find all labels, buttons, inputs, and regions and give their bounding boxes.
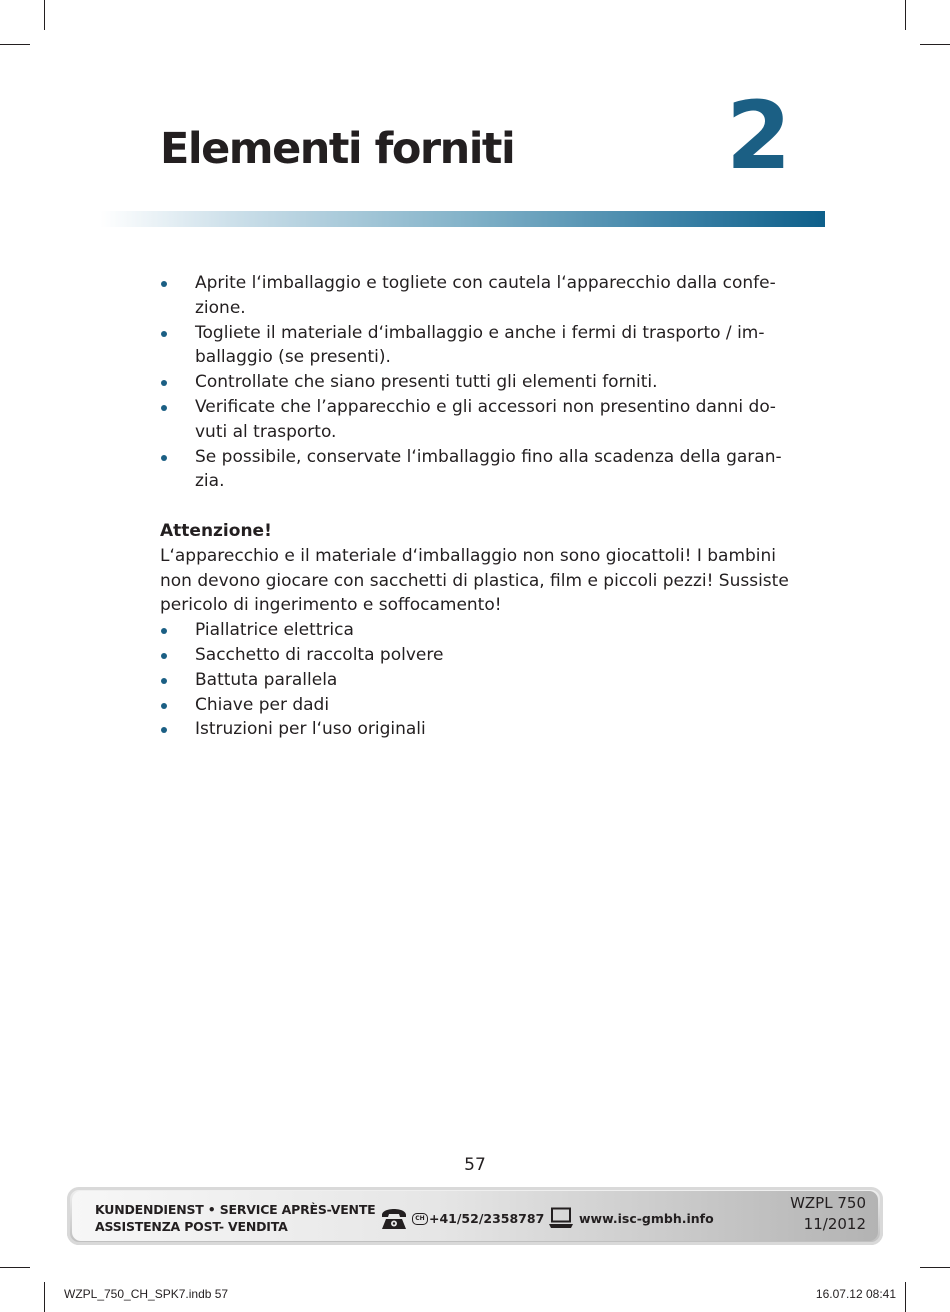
list-item: Se possibile, conservate l‘imballaggio fino alla scadenza della garanzia. [160,445,800,495]
footer-inner [72,1191,878,1241]
crop-mark [905,1282,906,1312]
telephone-icon [380,1208,408,1230]
instruction-list [160,271,800,494]
list-item: Piallatrice elettrica [160,618,800,643]
page-number: 57 [464,1155,486,1175]
list-item: Controllate che siano presenti tutti gli elementi forniti. [160,370,800,395]
list-item: Chiave per dadi [160,693,800,718]
warning-text: L‘apparecchio e il materiale d‘imballaggio non sono giocattoli! I bambini non devono giocare con sacchetti di plastica, film e piccoli pezzi! Sussiste pericolo di ingerimento e soffocamento! [160,545,789,616]
footer-banner [67,1187,883,1245]
list-item: Istruzioni per l‘uso originali [160,717,800,742]
phone-number: +41/52/2358787 [429,1211,545,1226]
crop-mark [0,44,30,45]
list-item: Togliete il materiale d‘imballaggio e anche i fermi di trasporto / imballaggio (se presenti). [160,321,800,371]
crop-mark [920,44,950,45]
service-label: ASSISTENZA POST- VENDITA [95,1219,288,1234]
list-item: Battuta parallela [160,668,800,693]
crop-mark [44,1282,45,1312]
edition-date: 11/2012 [803,1215,866,1233]
list-item: Verificate che l’apparecchio e gli accessori non presentino danni dovuti al trasporto. [160,395,800,445]
crop-mark [920,1267,950,1268]
laptop-icon [548,1207,574,1229]
crop-mark [0,1267,30,1268]
switzerland-badge-icon: CH [412,1213,428,1225]
warning-heading: Attenzione! [160,520,272,541]
warning-block [160,519,800,618]
website-link[interactable]: www.isc-gmbh.info [579,1211,714,1226]
list-item: Aprite l‘imballaggio e togliete con cautela l‘apparecchio dalla confezione. [160,271,800,321]
chapter-number: 2 [726,82,792,191]
supplied-items-list [160,618,800,742]
main-content [160,271,800,742]
crop-mark [905,0,906,30]
page-title: Elementi forniti [160,124,515,174]
service-label: KUNDENDIENST • SERVICE APRÈS-VENTE [95,1202,376,1217]
header-gradient-bar [100,211,825,227]
slug-file-info: WZPL_750_CH_SPK7.indb 57 [64,1287,229,1301]
crop-mark [44,0,45,30]
model-name: WZPL 750 [790,1194,866,1212]
list-item: Sacchetto di raccolta polvere [160,643,800,668]
slug-timestamp: 16.07.12 08:41 [815,1287,896,1301]
